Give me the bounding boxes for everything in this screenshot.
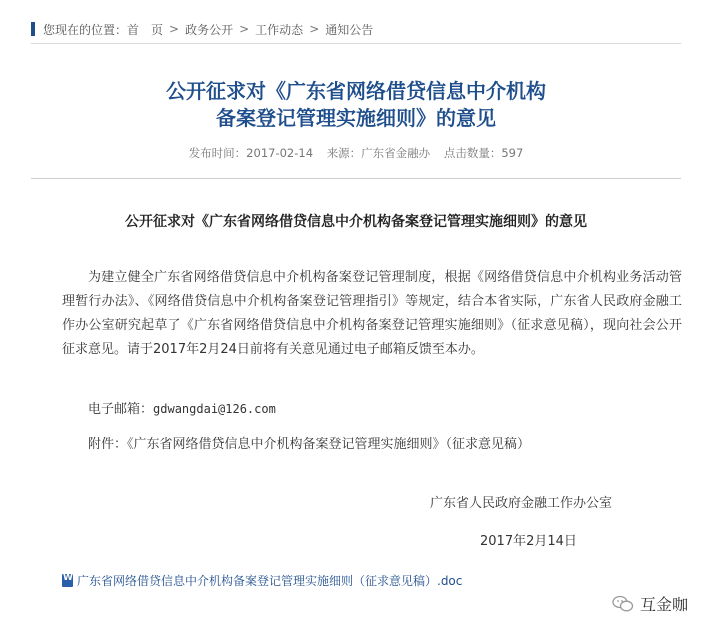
- breadcrumb-prefix: 您现在的位置：: [43, 22, 128, 37]
- article-source: 来源：广东省金融办: [326, 146, 431, 160]
- signature-date: 2017年2月14日: [480, 534, 577, 549]
- breadcrumb-separator: >: [239, 22, 250, 36]
- publish-time: 发布时间：2017-02-14: [188, 146, 314, 160]
- page-title-line-1: 公开征求对《广东省网络借贷信息中介机构: [166, 79, 546, 103]
- breadcrumb: [31, 15, 681, 44]
- page-title-line-2: 备案登记管理实施细则》的意见: [216, 106, 496, 130]
- word-document-icon: [62, 574, 73, 587]
- breadcrumb-home-link[interactable]: 首 页: [127, 22, 164, 37]
- divider: [31, 178, 681, 179]
- signature-organization: 广东省人民政府金融工作办公室: [430, 496, 613, 511]
- page-title: [31, 78, 681, 132]
- document-title: 公开征求对《广东省网络借贷信息中介机构备案登记管理实施细则》的意见: [125, 214, 587, 230]
- attachment-filename: 广东省网络借贷信息中介机构备案登记管理实施细则（征求意见稿）.doc: [77, 574, 463, 588]
- email-address: gdwangdai@126.com: [153, 402, 276, 416]
- article-meta: [31, 145, 681, 161]
- body-paragraph: 为建立健全广东省网络借贷信息中介机构备案登记管理制度，根据《网络借贷信息中介机构业务活动管理暂行办法》、《网络借贷信息中介机构备案登记管理指引》等规定，结合本省实际，广东省人民政府金融工作办公室研究起草了《广东省网络借贷信息中介机构备案登记管理实施细则》（征求意见稿），现向社会公开征求意见。请于2017年2月24日前将有关意见通过电子邮箱反馈至本办。: [62, 270, 682, 357]
- watermark-text: 互金咖: [640, 595, 689, 614]
- breadcrumb-work-news-link[interactable]: 工作动态: [255, 22, 304, 37]
- email-line: [88, 398, 276, 417]
- email-label: 电子邮箱：: [88, 402, 154, 417]
- watermark: [612, 592, 688, 615]
- breadcrumb-separator: >: [169, 22, 180, 36]
- breadcrumb-gov-affairs-link[interactable]: 政务公开: [185, 22, 234, 37]
- click-count: 点击数量：597: [443, 146, 524, 160]
- attachment-note: 附件：《广东省网络借贷信息中介机构备案登记管理实施细则》（征求意见稿）: [88, 437, 531, 452]
- breadcrumb-marker: [31, 22, 35, 36]
- breadcrumb-notices-link[interactable]: 通知公告: [325, 22, 374, 37]
- wechat-icon: [612, 595, 634, 613]
- breadcrumb-separator: >: [309, 22, 320, 36]
- attachment-download-link[interactable]: [62, 572, 462, 589]
